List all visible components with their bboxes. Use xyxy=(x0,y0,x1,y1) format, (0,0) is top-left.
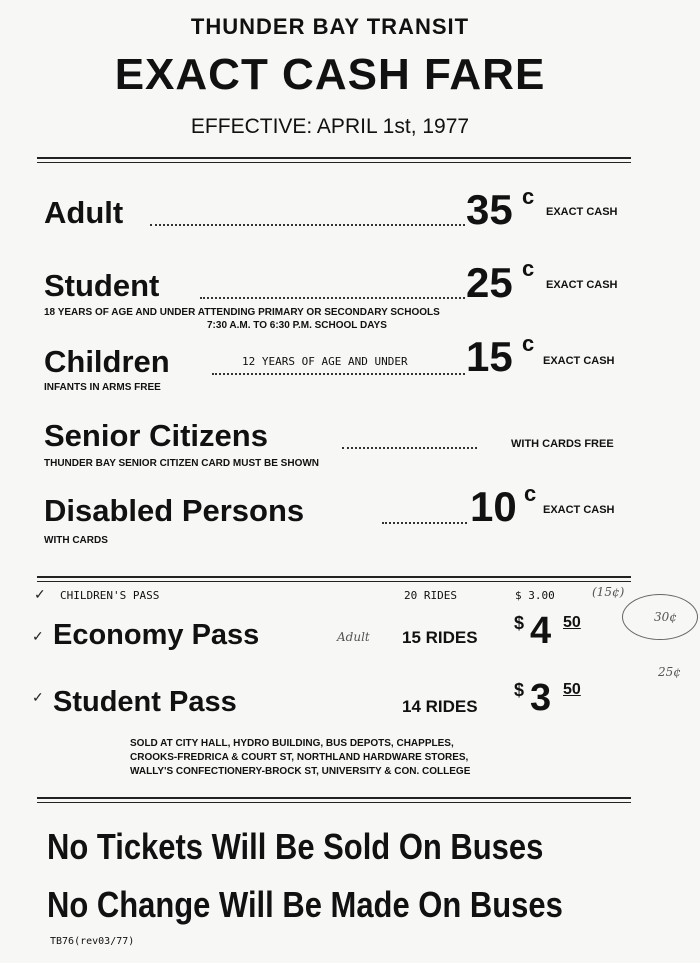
divider-mid-2 xyxy=(37,581,631,582)
fare-disabled-condition: WITH CARDS xyxy=(44,535,108,546)
fare-student-hours: 7:30 A.M. TO 6:30 P.M. SCHOOL DAYS xyxy=(207,320,387,331)
footer-no-change: No Change Will Be Made On Buses xyxy=(47,884,563,925)
fare-senior-note: WITH CARDS FREE xyxy=(511,438,614,450)
check-mark-icon: ✓ xyxy=(32,689,44,705)
dot-leader xyxy=(150,224,465,226)
fare-student-label: Student xyxy=(44,268,160,303)
sold-at-line: CROOKS-FREDRICA & COURT ST, NORTHLAND HARDWARE STORES, xyxy=(130,752,469,763)
pass-student-price-dollars: 3 xyxy=(530,677,552,719)
fare-children-condition: 12 YEARS OF AGE AND UNDER xyxy=(242,355,408,368)
effective-date: EFFECTIVE: APRIL 1st, 1977 xyxy=(190,115,470,138)
pass-economy-price-dollars: 4 xyxy=(530,610,552,652)
notice-title: EXACT CASH FARE xyxy=(114,50,546,99)
pass-economy-label: Economy Pass xyxy=(53,619,260,651)
fare-children-label: Children xyxy=(44,344,170,379)
fare-student-unit: c xyxy=(522,256,535,281)
check-mark-icon: ✓ xyxy=(32,628,44,644)
divider-mid-1 xyxy=(37,576,631,578)
pass-economy-rides: 15 RIDES xyxy=(402,628,478,647)
sold-at-line: WALLY'S CONFECTIONERY-BROCK ST, UNIVERSITY & CON. COLLEGE xyxy=(130,766,471,777)
fare-adult-unit: c xyxy=(522,184,535,209)
fare-adult-price: 35 xyxy=(466,186,513,233)
pass-student-rides: 14 RIDES xyxy=(402,697,478,716)
pass-economy-price-cents: 50 xyxy=(563,614,581,631)
dot-leader xyxy=(212,373,465,375)
pass-student-price-cents: 50 xyxy=(563,681,581,698)
sold-at-line: SOLD AT CITY HALL, HYDRO BUILDING, BUS DEPOTS, CHAPPLES, xyxy=(130,738,454,749)
pass-student-dollar: $ xyxy=(514,680,525,700)
fare-student-note: EXACT CASH xyxy=(546,279,618,291)
dot-leader xyxy=(382,522,467,524)
dot-leader xyxy=(200,297,465,299)
dot-leader xyxy=(342,447,477,449)
fare-adult-note: EXACT CASH xyxy=(546,206,618,218)
divider-bottom-1 xyxy=(37,797,631,799)
pass-children-rides: 20 RIDES xyxy=(404,589,457,602)
fare-disabled-unit: c xyxy=(524,481,537,506)
footer-no-tickets: No Tickets Will Be Sold On Buses xyxy=(47,826,544,867)
fare-children-note: EXACT CASH xyxy=(543,355,615,367)
fare-student-condition: 18 YEARS OF AGE AND UNDER ATTENDING PRIMARY OR SECONDARY SCHOOLS xyxy=(44,307,440,318)
fare-senior-label: Senior Citizens xyxy=(44,418,268,453)
fare-disabled-note: EXACT CASH xyxy=(543,504,615,516)
check-mark-icon: ✓ xyxy=(34,586,46,602)
fare-children-infants: INFANTS IN ARMS FREE xyxy=(44,382,161,393)
fare-adult-label: Adult xyxy=(44,195,124,230)
handwritten-note: Adult xyxy=(337,630,370,644)
form-code: TB76(rev03/77) xyxy=(50,936,135,947)
pass-economy-dollar: $ xyxy=(514,613,525,633)
fare-children-price: 15 xyxy=(466,333,513,380)
fare-student-price: 25 xyxy=(466,259,513,306)
pass-children-price: $ 3.00 xyxy=(515,589,555,602)
handwritten-note: (15¢) xyxy=(592,585,625,599)
pass-student-label: Student Pass xyxy=(53,686,237,718)
organization-name: THUNDER BAY TRANSIT xyxy=(190,14,470,39)
fare-senior-condition: THUNDER BAY SENIOR CITIZEN CARD MUST BE SHOWN xyxy=(44,458,320,469)
divider-top-1 xyxy=(37,157,631,159)
pass-children-label: CHILDREN'S PASS xyxy=(60,589,160,602)
fare-disabled-price: 10 xyxy=(470,483,517,530)
margin-note: 25¢ xyxy=(658,665,681,679)
fare-children-unit: c xyxy=(522,331,535,356)
margin-note: 30¢ xyxy=(654,610,677,624)
divider-top-2 xyxy=(37,162,631,163)
divider-bottom-2 xyxy=(37,802,631,803)
fare-disabled-label: Disabled Persons xyxy=(44,493,305,528)
